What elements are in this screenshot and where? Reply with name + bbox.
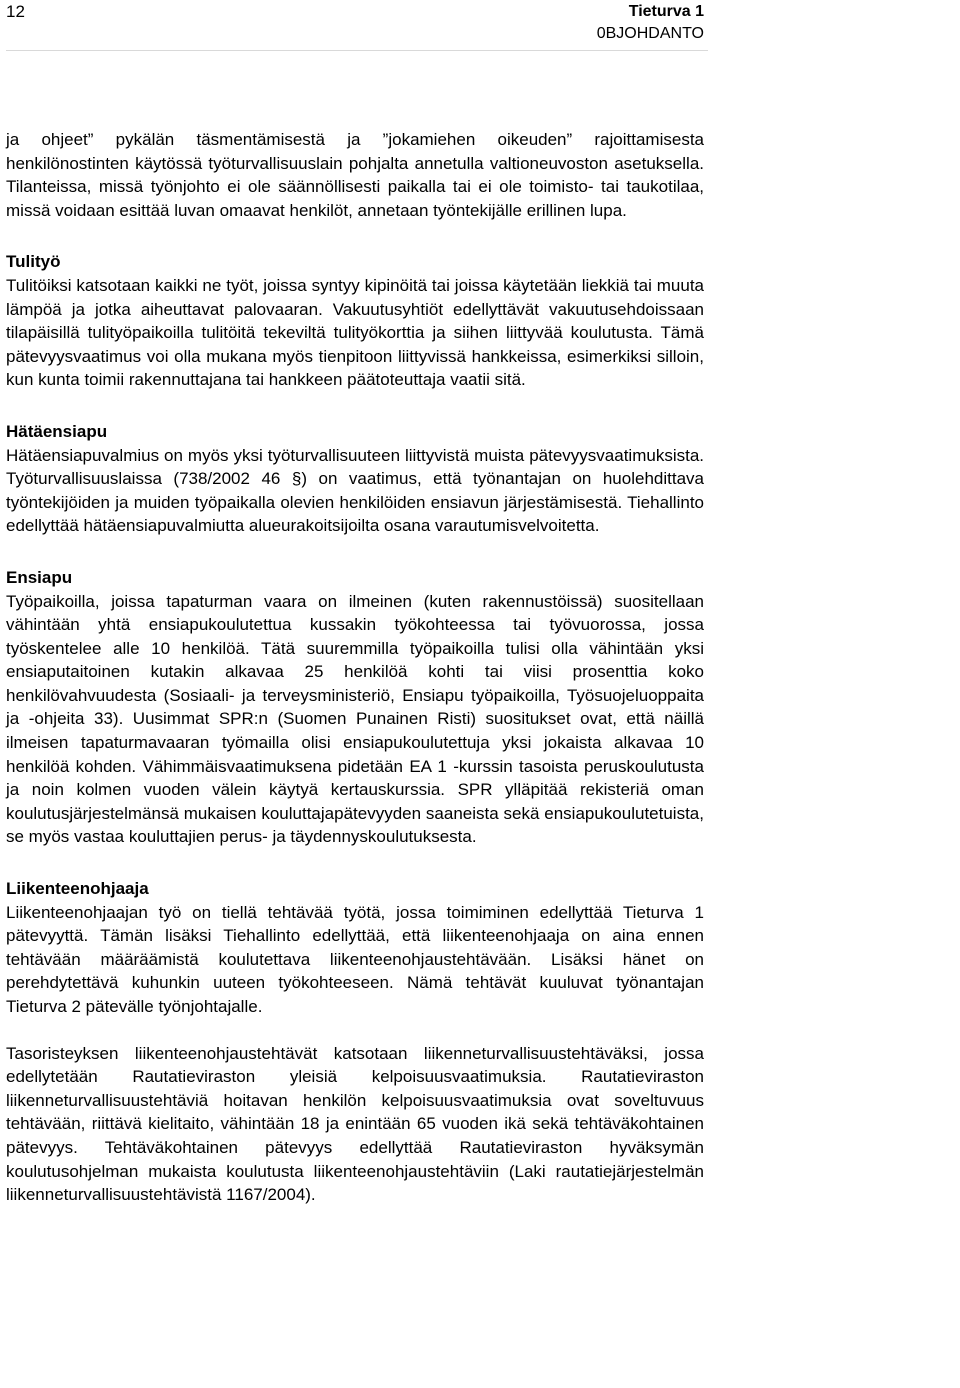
section-heading: Tulityö [6,252,61,272]
section-heading: Ensiapu [6,567,73,587]
chapter-label: 0BJOHDANTO [596,25,704,42]
section-paragraph: Tulitöiksi katsotaan kaikki ne työt, joissa syntyy kipinöitä tai joissa käytetään liekkiä tai muuta lämpöä ja jotka aiheuttavat palovaaran. Vakuutusyhtiöt edellyttävät vakuutusehdoissaan tilapäisillä tulityöpaikoilla tulitöitä tekeviltä tulityökorttia ja siihen liittyvää koulutusta. Tämä pätevyysvaatimus voi olla mukana myös tienpitoon liittyvissä hankkeissa, esimerkiksi silloin, kun kunta toimii rakennuttajana tai hankkeen päätoteuttaja vaatii sitä. [6,275,704,390]
section-tulityo [6,250,704,392]
section-paragraph: Liikenteenohjaajan työ on tiellä tehtävää työtä, jossa toimiminen edellyttää Tieturva 1 pätevyyttä. Tämän lisäksi Tiehallinto edellyttää, että liikenteenohjaaja on aina ennen tehtävään määräämistä koulutettava liikenteenohjaustehtävään. Lisäksi hänet on perehdytettävä kuhunkin uuteen työkohteeseen. Nämä tehtävät kuuluvat työnantajan Tieturva 2 pätevälle työnjohtajalle. [6,902,704,1016]
section-liikenteenohjaaja [6,877,704,1207]
section-paragraph: Työpaikoilla, joissa tapaturman vaara on ilmeinen (kuten rakennustöissä) suositellaan vähintään yhtä ensiapukoulutettua kussakin työkohteessa tai työvuorossa, jossa työskentelee alle 10 henkilöä. Tätä suuremmilla työpaikoilla tulisi olla vähintään yksi ensiaputaitoinen kutakin alkavaa 25 henkilöä kohti tai viisi prosenttia koko henkilövahvuudesta (Sosiaali- ja terveysministeriö, Ensiapu työpaikoilla, Työsuojeluoppaita ja -ohjeita 33). Uusimmat SPR:n (Suomen Punainen Risti) suositukset ovat, että näillä ilmeisen tapaturmavaaran työmailla olisi ensiapukoulutettuja yksi jokaista alkavaa 10 henkilöä kohden. Vähimmäisvaatimuksena pidetään EA 1 -kurssin tasoista peruskoulutusta ja noin kolmen vuoden välein käytyä kertauskurssia. SPR ylläpitää rekisteriä oman koulutusjärjestelmänsä mukaisen kouluttajapätevyyden saaneista sekä ensiapukoulutetuista, se myös vastaa kouluttajien perus- ja täydennyskoulutuksesta. [6,591,704,847]
page-header [6,0,708,51]
document-title: Tieturva 1 [628,3,704,20]
section-heading: Hätäensiapu [6,421,108,441]
page-body [6,128,704,1207]
section-heading: Liikenteenohjaaja [6,879,149,899]
page-number: 12 [6,2,25,21]
section-ensiapu [6,566,704,849]
section-paragraph: Hätäensiapuvalmius on myös yksi työturvallisuuteen liittyvistä muista pätevyysvaatimuksista. Työturvallisuuslaissa (738/2002 46 §) on vaatimus, että työnantajan on huolehdittava työntekijöiden ja muiden työpaikalla olevien henkilöiden ensiavun järjestämisestä. Tiehallinto edellyttää hätäensiapuvalmiutta alueurakoitsijoilta osana varautumisvelvoitetta. [6,445,704,536]
intro-paragraph: ja ohjeet” pykälän täsmentämisestä ja ”jokamiehen oikeuden” rajoittamisesta henkilönostinten käytössä työturvallisuuslain pohjalta annetulla valtioneuvoston asetuksella. Tilanteissa, missä työnjohto ei ole säännöllisesti paikalla tai ei ole toimisto- tai taukotilaa, missä voidaan esittää luvan omaavat henkilöt, annetaan työntekijälle erillinen lupa. [6,130,704,220]
section-paragraph: Tasoristeyksen liikenteenohjaustehtävät katsotaan liikenneturvallisuustehtäväksi, jossa edellytetään Rautatieviraston yleisiä kelpoisuusvaatimuksia. Rautatieviraston liikenneturvallisuustehtäviä hoitavan henkilön kelpoisuusvaatimuksia ovat soveltuvuus tehtävään, riittävä kielitaito, vähintään 18 ja enintään 65 vuoden ikä sekä tehtäväkohtainen pätevyys. Tehtäväkohtainen pätevyys edellyttää Rautatieviraston hyväksymän koulutusohjelman mukaista koulutusta liikenteenohjaustehtäviin (Laki rautatiejärjestelmän liikenneturvallisuustehtävistä 1167/2004). [6,1043,704,1205]
section-hataensiapu [6,420,704,538]
